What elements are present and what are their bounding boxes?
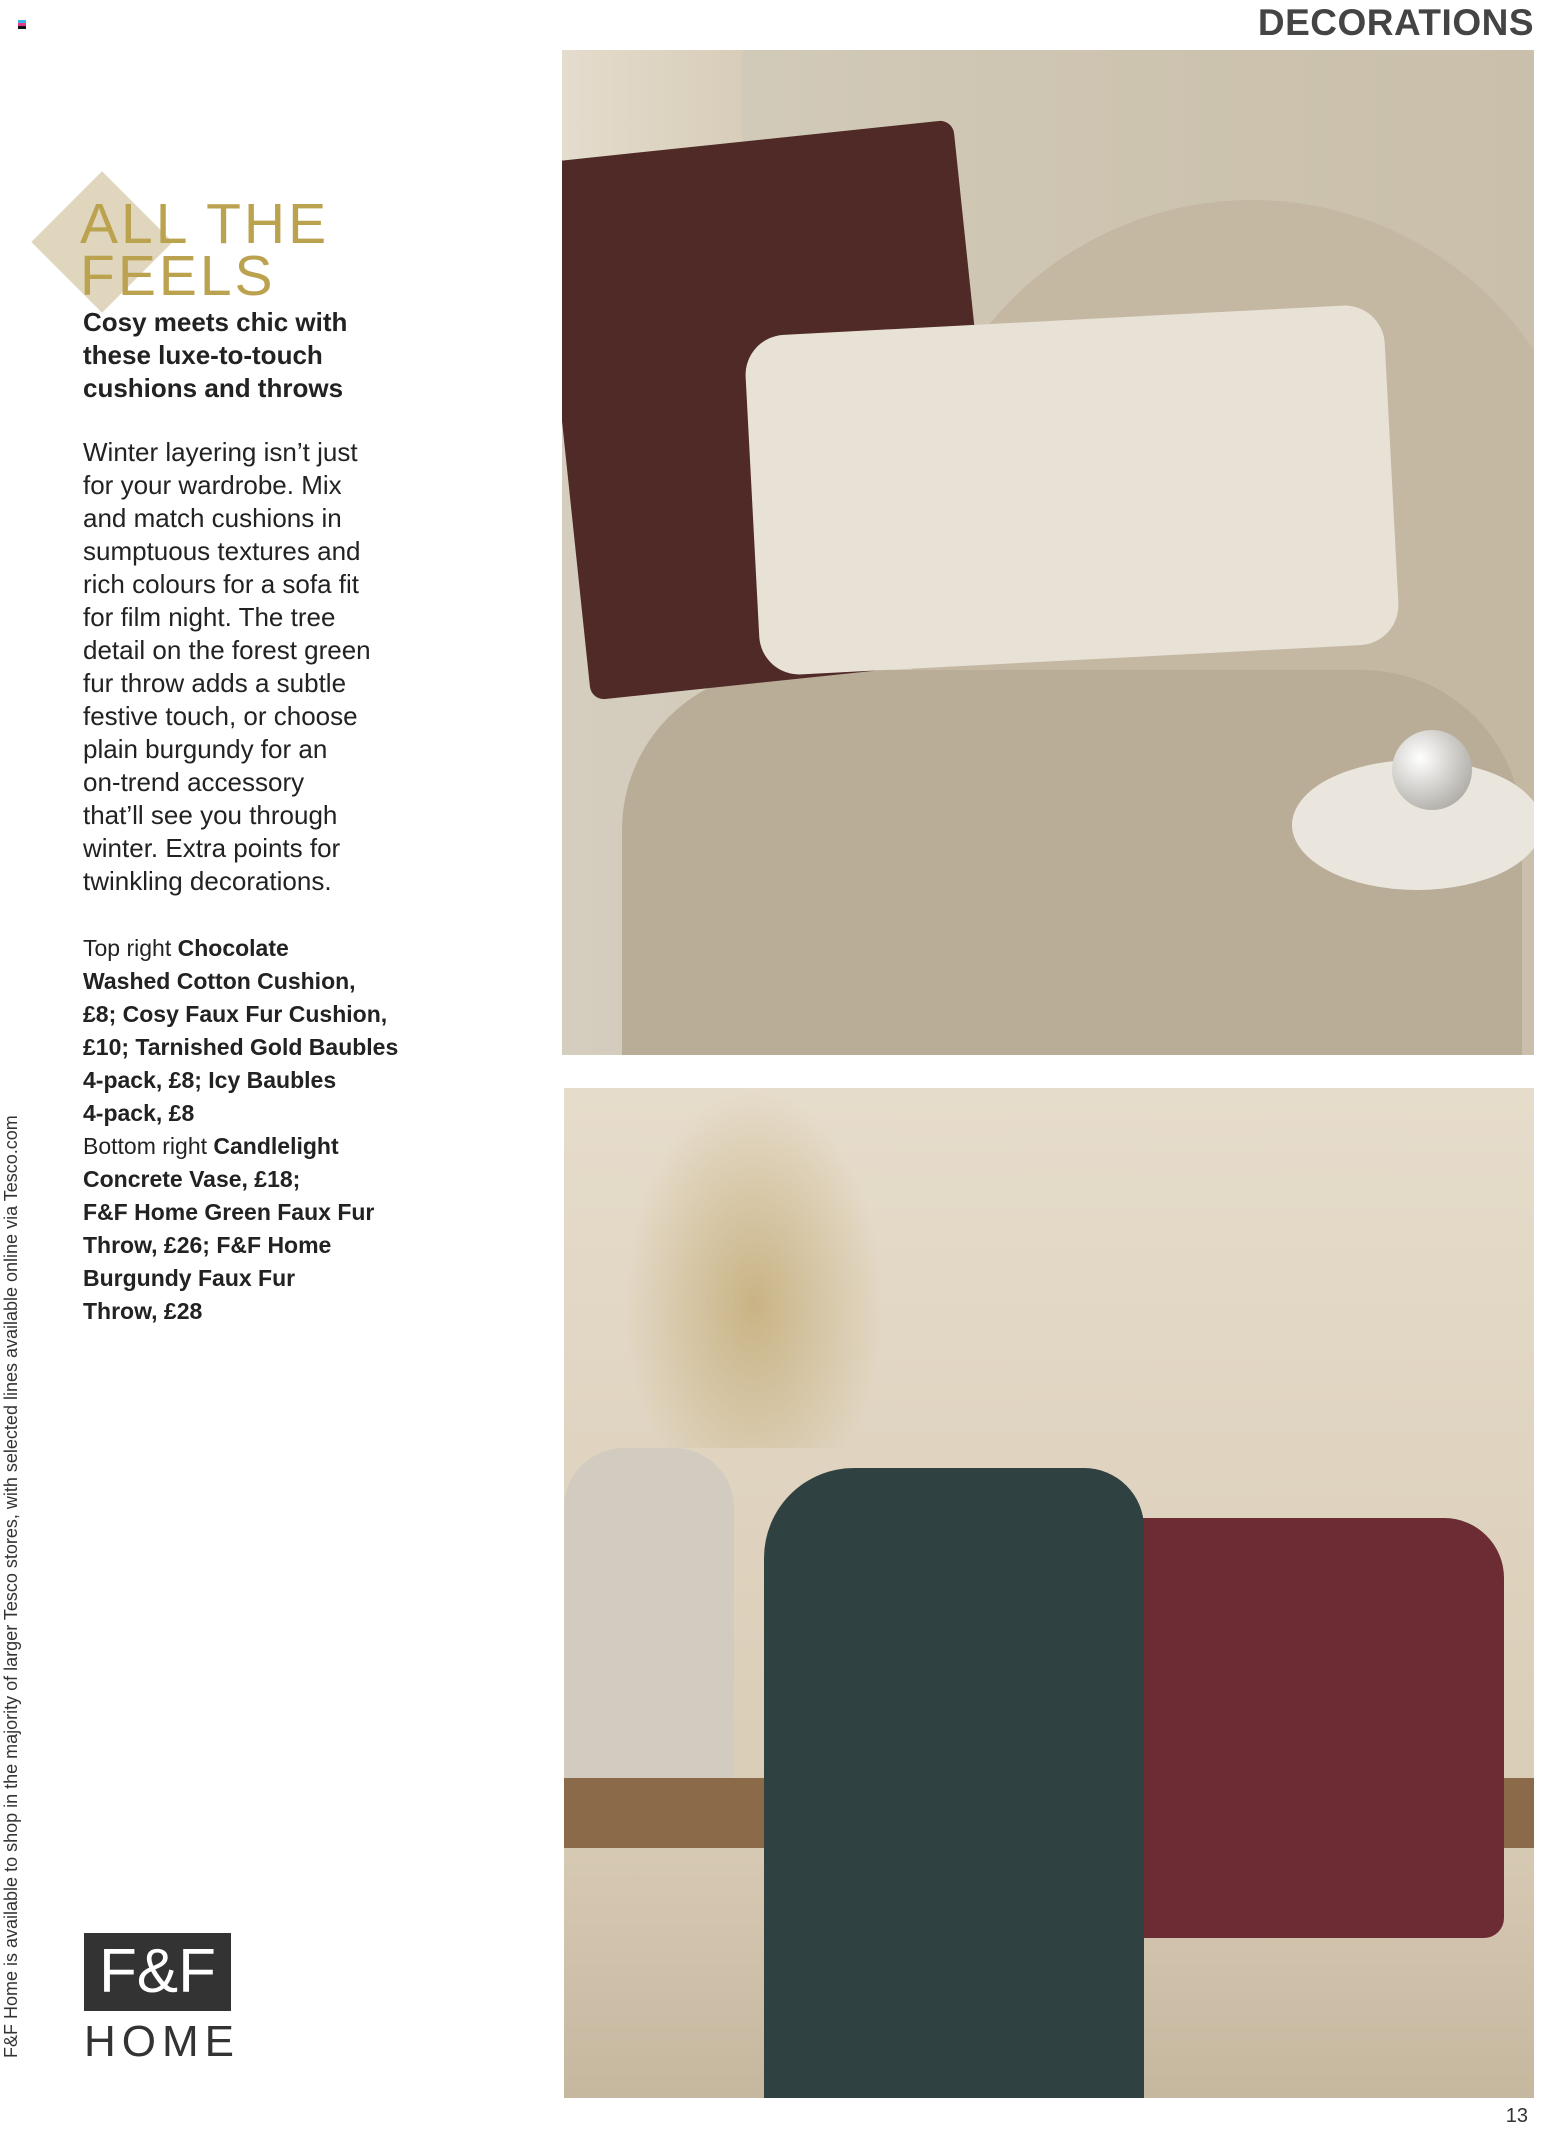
subtitle-line: cushions and throws (83, 373, 344, 403)
body-line: and match cushions in (83, 503, 342, 533)
credit-line (83, 1130, 398, 1163)
title-line: ALL THE (80, 192, 330, 256)
credit-line: Concrete Vase, £18; (83, 1166, 301, 1192)
credit-line: £10; Tarnished Gold Baubles (83, 1034, 399, 1060)
logo-wordmark: HOME (84, 2017, 240, 2066)
body-line: Winter layering isn’t just (83, 437, 358, 467)
credit-line: F&F Home Green Faux Fur (83, 1199, 375, 1225)
section-heading: DECORATIONS (1257, 2, 1534, 43)
credit-text: Chocolate (177, 935, 289, 961)
subtitle-line: Cosy meets chic with (83, 307, 348, 337)
credit-line: Throw, £26; F&F Home (83, 1232, 332, 1258)
body-line: twinkling decorations. (83, 866, 332, 896)
photo-throws-on-bench (564, 1088, 1534, 2098)
product-credits (83, 932, 398, 1328)
feature-body (83, 436, 371, 898)
credit-label: Top right (83, 935, 172, 961)
print-registration-mark (18, 20, 26, 29)
body-line: festive touch, or choose (83, 701, 358, 731)
credit-label: Bottom right (83, 1133, 207, 1159)
credit-line: £8; Cosy Faux Fur Cushion, (83, 1001, 388, 1027)
body-line: winter. Extra points for (83, 833, 341, 863)
credit-line: Throw, £28 (83, 1298, 203, 1324)
feature-title (80, 192, 330, 308)
credit-line: 4-pack, £8 (83, 1100, 195, 1126)
body-line: for your wardrobe. Mix (83, 470, 342, 500)
title-line: FEELS (80, 244, 276, 308)
subtitle-line: these luxe-to-touch (83, 340, 323, 370)
photo-cushions-on-armchair (562, 50, 1534, 1055)
availability-note: F&F Home is available to shop in the majority of larger Tesco stores, with selected lines available online via Tesco.com (1, 1115, 21, 2058)
logo-mark: F&F (84, 1933, 231, 2011)
body-line: rich colours for a sofa fit (83, 569, 359, 599)
credit-text: Candlelight (213, 1133, 339, 1159)
credit-line (83, 932, 398, 965)
body-line: for film night. The tree (83, 602, 336, 632)
body-line: detail on the forest green (83, 635, 371, 665)
credit-line: Washed Cotton Cushion, (83, 968, 356, 994)
body-line: that’ll see you through (83, 800, 338, 830)
body-line: plain burgundy for an (83, 734, 328, 764)
body-line: on-trend accessory (83, 767, 305, 797)
credit-line: Burgundy Faux Fur (83, 1265, 296, 1291)
body-line: sumptuous textures and (83, 536, 361, 566)
credit-line: 4-pack, £8; Icy Baubles (83, 1067, 337, 1093)
ff-home-logo (84, 1933, 240, 2066)
feature-subtitle (83, 306, 347, 405)
page-number: 13 (1505, 2105, 1528, 2127)
body-line: fur throw adds a subtle (83, 668, 347, 698)
